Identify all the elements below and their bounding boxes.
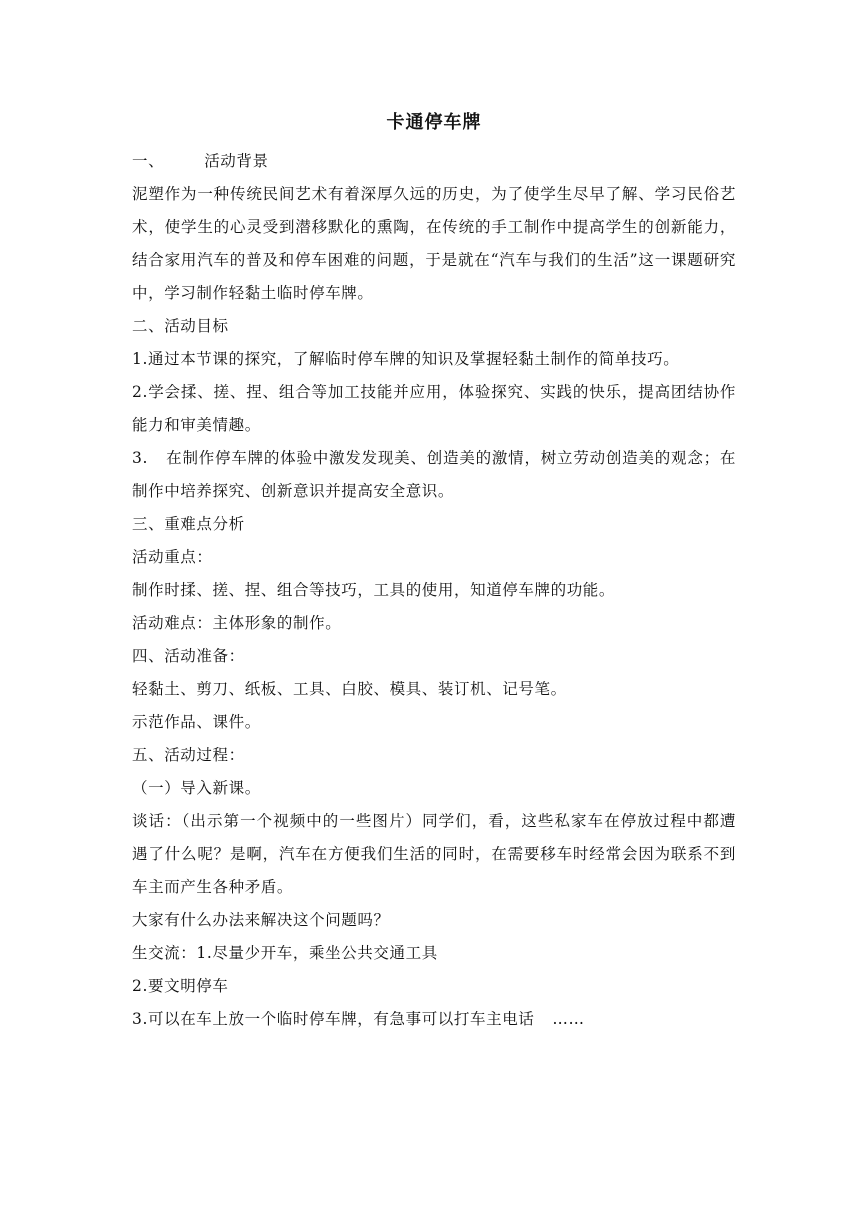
goal-1: 1.通过本节课的探究，了解临时停车牌的知识及掌握轻黏土制作的简单技巧。 — [132, 350, 680, 368]
document-title: 卡通停车牌 — [386, 112, 482, 133]
demo-materials: 示范作品、课件。 — [132, 713, 261, 731]
answer-3-text: 3.可以在车上放一个临时停车牌，有急事可以打车主电话 — [132, 1010, 535, 1028]
talk-paragraph: 谈话：（出示第一个视频中的一些图片）同学们，看，这些私家车在停放过程中都遭遇了什么呢？是啊，汽车在方便我们生活的同时，在需要移车时经常会因为联系不到车主而产生各种矛盾。 — [132, 812, 736, 896]
goal-2: 2.学会揉、搓、捏、组合等加工技能并应用，体验探究、实践的快乐，提高团结协作能力和审美情趣。 — [132, 383, 736, 434]
section-3-heading: 三、重难点分析 — [132, 515, 245, 533]
key-point-body: 制作时揉、搓、捏、组合等技巧，工具的使用，知道停车牌的功能。 — [132, 581, 616, 599]
answer-3 — [132, 1003, 736, 1036]
key-point-label: 活动重点： — [132, 548, 213, 566]
section-1-body: 泥塑作为一种传统民间艺术有着深厚久远的历史，为了使学生尽早了解、学习民俗艺术，使学生的心灵受到潜移默化的熏陶，在传统的手工制作中提高学生的创新能力，结合家用汽车的普及和停车困难的问题，于是就在“汽车与我们的生活”这一课题研究中，学习制作轻黏土临时停车牌。 — [132, 185, 736, 302]
ellipsis: …… — [552, 1010, 585, 1028]
exchange-line: 生交流：1.尽量少开车，乘坐公共交通工具 — [132, 944, 438, 962]
difficulty-point: 活动难点：主体形象的制作。 — [132, 614, 342, 632]
step-1-heading: （一）导入新课。 — [132, 779, 261, 797]
answer-2: 2.要文明停车 — [132, 977, 229, 995]
goal-3-number: 3. — [132, 449, 148, 467]
materials-list: 轻黏土、剪刀、纸板、工具、白胶、模具、装订机、记号笔。 — [132, 680, 567, 698]
section-1-title: 活动背景 — [204, 152, 269, 170]
goal-3 — [132, 442, 736, 508]
question-line: 大家有什么办法来解决这个问题吗？ — [132, 911, 390, 929]
section-4-heading: 四、活动准备： — [132, 647, 245, 665]
section-2-heading: 二、活动目标 — [132, 317, 229, 335]
section-1-heading — [132, 145, 736, 178]
section-5-heading: 五、活动过程： — [132, 746, 245, 764]
section-1-number: 一、 — [132, 152, 165, 170]
goal-3-body: 在制作停车牌的体验中激发发现美、创造美的激情，树立劳动创造美的观念；在制作中培养探究、创新意识并提高安全意识。 — [132, 449, 736, 500]
